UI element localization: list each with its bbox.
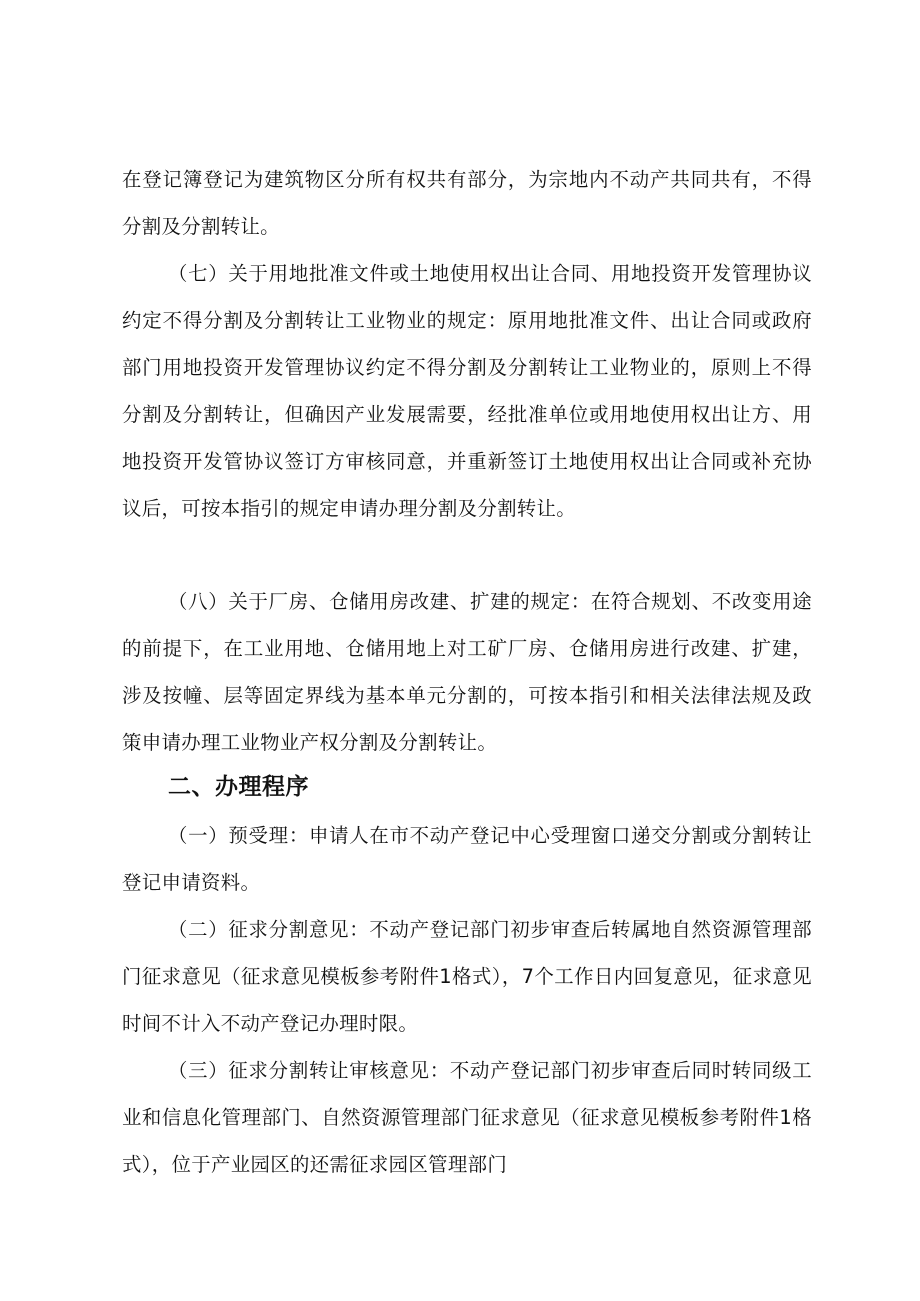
paragraph-clause-eight: （八）关于厂房、仓储用房改建、扩建的规定：在符合规划、不改变用途的前提下，在工业用地、仓储用地上对工矿厂房、仓储用房进行改建、扩建，涉及按幢、层等固定界线为基本单元分割的，可按本指引和相关法律法规及政策申请办理工业物业产权分割及分割转让。 [122,590,812,754]
paragraph-clause-seven: （七）关于用地批准文件或土地使用权出让合同、用地投资开发管理协议约定不得分割及分割转让工业物业的规定：原用地批准文件、出让合同或政府部门用地投资开发管理协议约定不得分割及分割转让工业物业的，原则上不得分割及分割转让，但确因产业发展需要，经批准单位或用地使用权出让方、用地投资开发管协议签订方审核同意，并重新签订土地使用权出让合同或补充协议后，可按本指引的规定申请办理分割及分割转让。 [122,262,812,520]
paragraph-procedure-three: （三）征求分割转让审核意见：不动产登记部门初步审查后同时转同级工业和信息化管理部门、自然资源管理部门征求意见（征求意见模板参考附件1格式），位于产业园区的还需征求园区管理部门 [122,1059,812,1176]
paragraph-common-parts: 在登记簿登记为建筑物区分所有权共有部分，为宗地内不动产共同共有，不得分割及分割转让。 [122,168,812,238]
paragraph-procedure-two: （二）征求分割意见：不动产登记部门初步审查后转属地自然资源管理部门征求意见（征求意见模板参考附件1格式），7个工作日内回复意见，征求意见时间不计入不动产登记办理时限。 [122,918,812,1035]
section-heading-procedure: 二、办理程序 [168,774,309,800]
paragraph-procedure-one: （一）预受理：申请人在市不动产登记中心受理窗口递交分割或分割转让登记申请资料。 [122,824,812,894]
